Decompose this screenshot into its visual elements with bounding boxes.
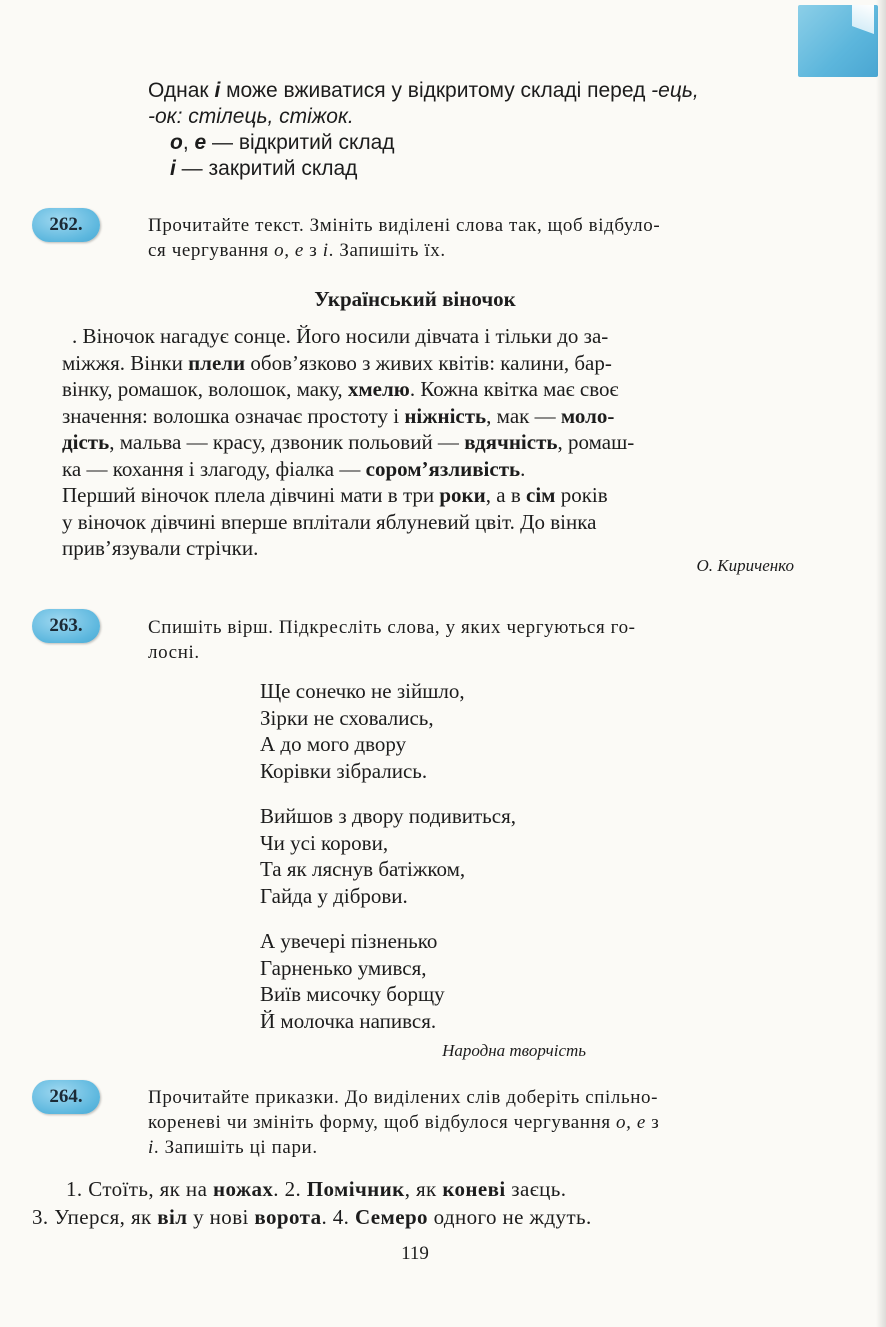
poem-line: Гарненько умився, bbox=[260, 955, 427, 980]
rule-text-span: Однак bbox=[148, 79, 215, 102]
rule-line-2 bbox=[148, 104, 808, 130]
text-span: років bbox=[555, 483, 608, 507]
poem-line: Ще сонечко не зійшло, bbox=[260, 679, 465, 703]
task-text: . Запишіть ці пари. bbox=[153, 1137, 318, 1158]
text-span: . bbox=[520, 456, 526, 481]
highlighted-word: Семеро bbox=[354, 1205, 428, 1229]
author-folk: Народна творчість bbox=[442, 1041, 586, 1060]
task-line bbox=[148, 1135, 798, 1160]
exercise-262-task bbox=[148, 213, 798, 263]
page-number: 119 bbox=[401, 1243, 429, 1264]
text-span: обов’язково з живих квітів: калини, бар- bbox=[245, 350, 612, 375]
text-span: у віночок дівчині вперше вплітали яблуневий цвіт. До вінка bbox=[62, 509, 597, 534]
task-letter: і bbox=[322, 240, 329, 261]
rule-text-span: — закритий склад bbox=[175, 157, 358, 180]
rule-letter-e: е bbox=[194, 131, 207, 154]
task-line bbox=[148, 238, 798, 263]
exercise-264-badge: 264. bbox=[32, 1080, 100, 1114]
rule-text-span: , bbox=[182, 131, 195, 154]
rule-letter-o: о bbox=[170, 131, 183, 154]
text-span: . Віночок нагадує сонце. Його носили дівчата і тільки до за- bbox=[72, 324, 609, 348]
text-span: значення: волошка означає простоту і bbox=[62, 403, 405, 428]
text-span: вінку, ромашок, волошок, маку, bbox=[62, 377, 348, 401]
highlighted-word: вдячність bbox=[464, 430, 558, 454]
text-span: заєць. bbox=[505, 1177, 567, 1201]
text-span: , як bbox=[404, 1177, 443, 1201]
poem-line: Чи усі корови, bbox=[260, 830, 389, 855]
text-span: , а в bbox=[485, 483, 527, 507]
highlighted-word: моло- bbox=[560, 403, 615, 428]
poem-line: Виїв мисочку борщу bbox=[260, 982, 445, 1006]
highlighted-word: коневі bbox=[442, 1177, 506, 1201]
poem-line: Й молочка напився. bbox=[260, 1008, 437, 1033]
poem bbox=[260, 678, 680, 1053]
highlighted-word: сім bbox=[526, 483, 556, 507]
task-text: з bbox=[645, 1112, 660, 1133]
poem-line: Та як ляснув батіжком, bbox=[260, 857, 466, 881]
text-span: 3. Уперся, як bbox=[32, 1205, 158, 1229]
text-span: прив’язували стрічки. bbox=[62, 536, 259, 560]
text-body bbox=[62, 323, 794, 562]
text-title: Український віночок bbox=[314, 287, 516, 311]
text-span: одного не ждуть. bbox=[427, 1205, 592, 1229]
task-line: Прочитайте приказки. До виділених слів доберіть спільно- bbox=[148, 1087, 659, 1108]
rule-suffix: -ець, bbox=[651, 79, 699, 102]
paragraph-2 bbox=[62, 482, 794, 562]
rule-examples: -ок: стілець, стіжок. bbox=[148, 105, 354, 128]
poem-line: Вийшов з двору подивиться, bbox=[260, 804, 516, 828]
rule-text bbox=[148, 78, 808, 182]
task-line bbox=[148, 1110, 798, 1135]
proverbs bbox=[32, 1175, 794, 1231]
highlighted-word: ворота bbox=[254, 1205, 322, 1229]
highlighted-word: роки bbox=[439, 483, 486, 507]
exercise-263-badge: 263. bbox=[32, 609, 100, 643]
text-span: ка — кохання і злагоду, фіалка — bbox=[62, 456, 366, 481]
highlighted-word: ножах bbox=[212, 1177, 274, 1201]
highlighted-word: сором’язливість bbox=[365, 456, 521, 481]
highlighted-word: дість bbox=[62, 430, 110, 454]
poem-stanza-1 bbox=[260, 678, 680, 784]
poem-line: А увечері пізненько bbox=[260, 929, 438, 953]
text-span: . Кожна квітка має своє bbox=[409, 377, 619, 401]
task-line: Прочитайте текст. Змініть виділені слова так, щоб відбуло- bbox=[148, 215, 661, 236]
rule-text-span: — відкритий склад bbox=[206, 131, 395, 154]
task-text: ся чергування bbox=[148, 240, 275, 261]
rule-line-1 bbox=[148, 78, 808, 104]
highlighted-word: плели bbox=[188, 350, 246, 375]
exercise-264-task bbox=[148, 1085, 798, 1160]
poem-line: Зірки не сховались, bbox=[260, 705, 434, 730]
exercise-262-badge: 262. bbox=[32, 208, 100, 242]
paragraph-1 bbox=[62, 323, 794, 482]
poem-line: Корівки зібрались. bbox=[260, 758, 428, 783]
rule-line-3 bbox=[148, 130, 808, 156]
exercise-263-task bbox=[148, 615, 798, 665]
rule-line-4 bbox=[148, 156, 808, 182]
rule-text-span: може вживатися у відкритому складі перед bbox=[220, 79, 652, 102]
text-span: , мак — bbox=[486, 403, 561, 428]
task-text: з bbox=[303, 240, 323, 261]
text-span: , ромаш- bbox=[557, 430, 635, 454]
poem-stanza-3 bbox=[260, 928, 680, 1034]
text-span: Перший віночок плела дівчині мати в три bbox=[62, 483, 440, 507]
task-text: . Запишіть їх. bbox=[328, 240, 446, 261]
poem-line: А до мого двору bbox=[260, 732, 407, 756]
task-letters: о, е bbox=[616, 1112, 646, 1133]
rule-letter-i: і bbox=[214, 79, 221, 102]
text-span: 1. Стоїть, як на bbox=[66, 1177, 213, 1201]
task-line: Спишіть вірш. Підкресліть слова, у яких чергуються го- bbox=[148, 617, 636, 638]
text-span: . 2. bbox=[273, 1177, 307, 1201]
highlighted-word: Помічник bbox=[306, 1177, 405, 1201]
text-span: у нові bbox=[187, 1205, 255, 1229]
text-span: міжжя. Вінки bbox=[62, 350, 189, 375]
author-kyrychenko: О. Кириченко bbox=[696, 556, 794, 575]
poem-line: Гайда у діброви. bbox=[260, 883, 408, 908]
task-line: лосні. bbox=[148, 642, 200, 663]
highlighted-word: хмелю bbox=[347, 377, 410, 401]
task-letter: і bbox=[148, 1137, 154, 1158]
task-text: кореневі чи змініть форму, щоб відбулося чергування bbox=[148, 1112, 617, 1133]
text-span: , мальва — красу, дзвоник польовий — bbox=[109, 430, 465, 454]
highlighted-word: ніжність bbox=[404, 403, 487, 428]
task-letters: о, е bbox=[274, 240, 304, 261]
corner-tab bbox=[798, 5, 878, 77]
poem-stanza-2 bbox=[260, 803, 680, 909]
page-fold bbox=[852, 5, 874, 45]
page-edge bbox=[876, 0, 886, 1327]
rule-letter-i: і bbox=[170, 157, 176, 180]
highlighted-word: віл bbox=[157, 1205, 188, 1229]
text-span: . 4. bbox=[321, 1205, 355, 1229]
